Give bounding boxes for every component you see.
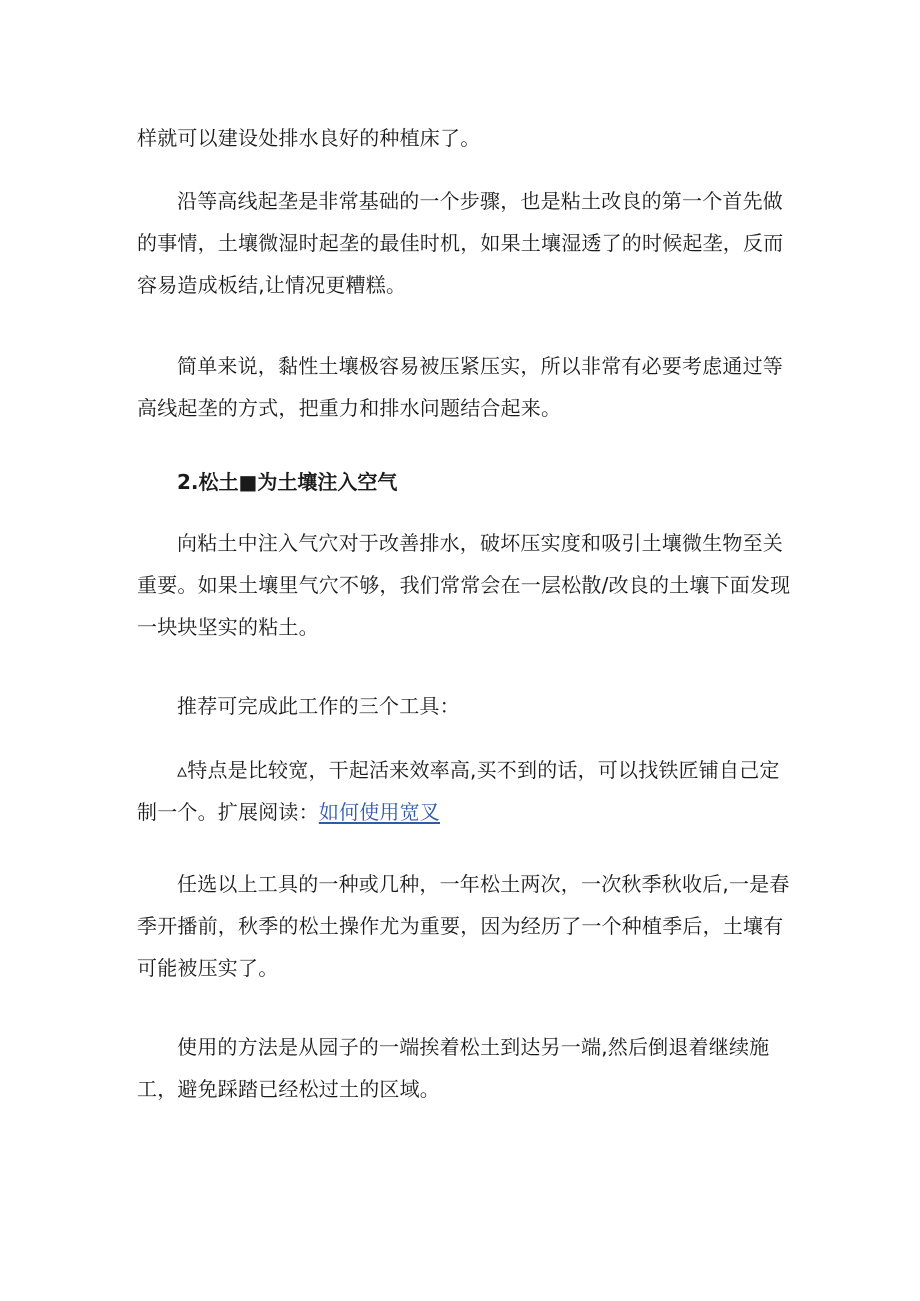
text-line: 季开播前，秋季的松土操作尤为重要，因为经历了一个种植季后，土壤有 [137, 914, 784, 938]
paragraph-method [137, 1026, 785, 1110]
paragraph-air-pockets [137, 522, 791, 648]
text-line: 一块块坚实的粘土。 [137, 615, 319, 639]
paragraph-summary [137, 345, 785, 429]
text-line: 可能被压实了。 [137, 956, 279, 980]
text-line: 工，避免踩踏已经松过土的区域。 [137, 1077, 440, 1101]
section-heading: 2.松土■为土壤注入空气 [177, 470, 398, 494]
text-line: 使用的方法是从园子的一端挨着松土到达另一端,然后倒退着继续施 [177, 1035, 770, 1059]
paragraph-tools-intro [137, 685, 785, 727]
further-reading-link[interactable]: 如何使用宽叉 [318, 800, 441, 824]
paragraph-tool-broadfork [137, 749, 785, 833]
text-line: 样就可以建设处排水良好的种植床了。 [137, 126, 481, 150]
text-line: 高线起垄的方式，把重力和排水问题结合起来。 [137, 396, 562, 420]
text-line: 的事情，土壤微湿时起垄的最佳时机，如果土壤湿透了的时候起垄，反而 [137, 231, 784, 255]
text-line: 推荐可完成此工作的三个工具： [177, 694, 460, 718]
text-line: 任选以上工具的一种或几种，一年松土两次，一次秋季秋收后,一是春 [177, 872, 790, 896]
text-line-with-link [137, 791, 785, 833]
text-line: 重要。如果土壤里气穴不够，我们常常会在一层松散/改良的土壤下面发现 [137, 573, 791, 597]
text-line: ▵特点是比较宽，干起活来效率高,买不到的话，可以找铁匠铺自己定 [177, 758, 780, 782]
text-line: 简单来说，黏性土壤极容易被压紧压实，所以非常有必要考虑通过等 [177, 354, 783, 378]
text-line: 容易造成板结,让情况更糟糕。 [137, 273, 407, 297]
text-line: 沿等高线起垄是非常基础的一个步骤，也是粘土改良的第一个首先做 [177, 189, 783, 213]
text-line: 向粘土中注入气穴对于改善排水，破坏压实度和吸引土壤微生物至关 [177, 531, 783, 555]
paragraph-ridging [137, 180, 785, 306]
text-segment: 制一个。扩展阅读： [137, 800, 319, 824]
paragraph-frequency [137, 863, 790, 989]
paragraph-continuation [137, 117, 785, 159]
